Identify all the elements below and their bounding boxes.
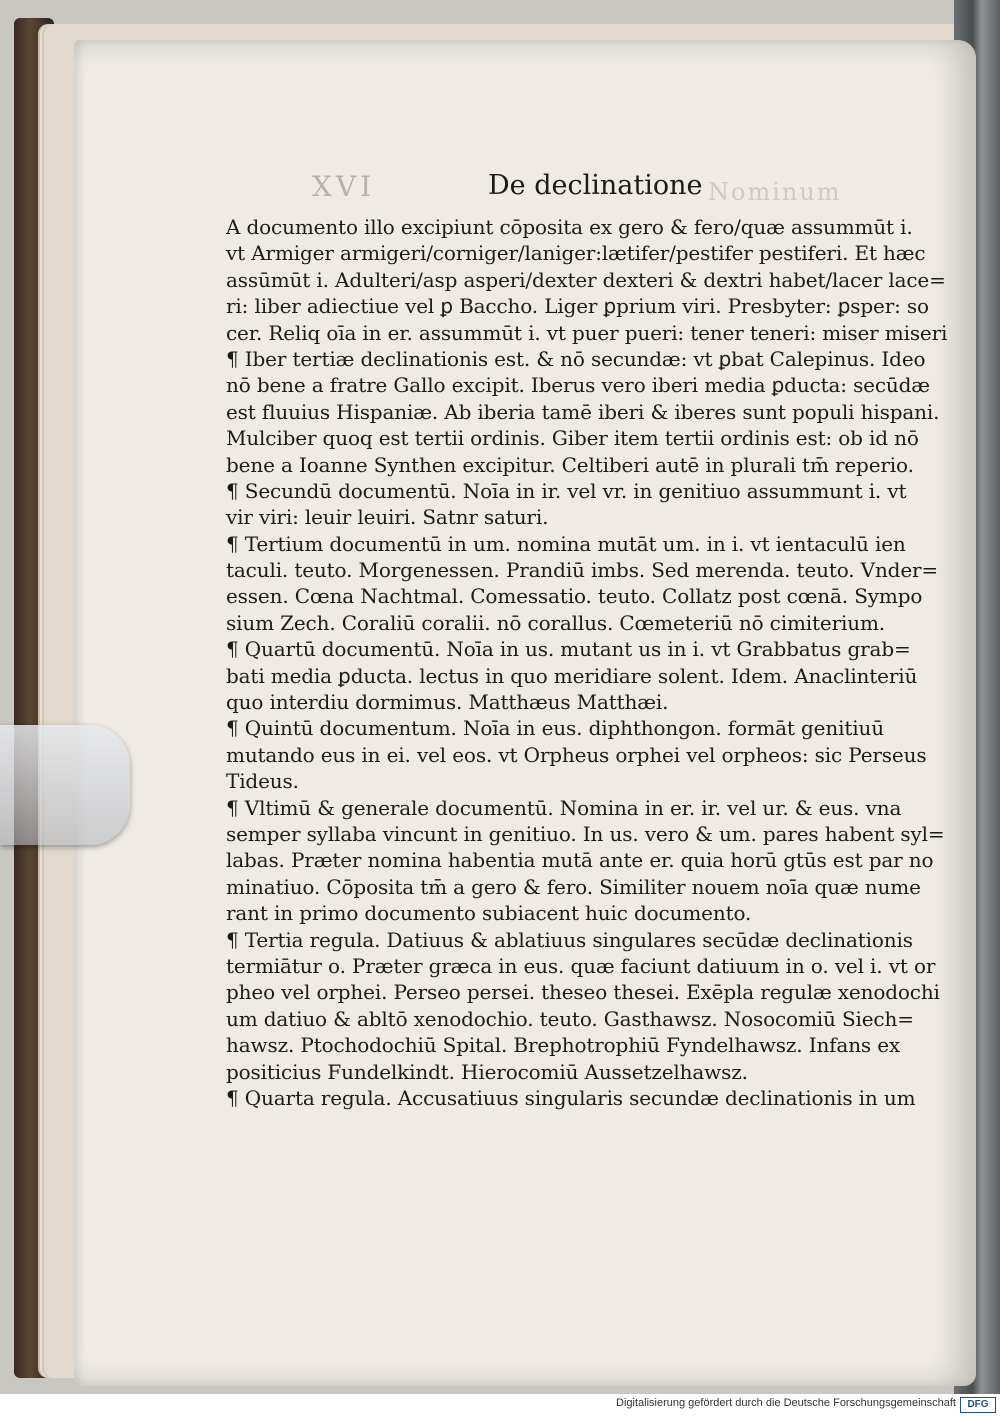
text-line: bene a Ioanne Synthen excipitur. Celtiberi autē in plurali tm̄ reperio.: [226, 452, 914, 477]
funding-credit: Digitalisierung gefördert durch die Deutsche Forschungsgemeinschaft: [616, 1397, 956, 1409]
text-line: quo interdiu dormimus. Matthæus Matthæi.: [226, 690, 669, 715]
text-line: taculi. teuto. Morgenessen. Prandiū imbs. Sed merenda. teuto. Vnder=: [226, 558, 939, 583]
text-line: assūmūt i. Adulteri/asp asperi/dexter dexteri & dextri habet/lacer lace=: [226, 267, 946, 292]
page-clip: [0, 725, 130, 845]
text-line: nō bene a fratre Gallo excipit. Iberus vero iberi media ꝑducta: secūdæ: [226, 373, 930, 398]
text-line: sium Zech. Coraliū coralii. nō corallus. Cœmeteriū nō cimiterium.: [226, 610, 886, 635]
text-line: ¶ Tertium documentū in um. nomina mutāt um. in i. vt ientaculū ien: [226, 531, 906, 556]
text-line: essen. Cœna Nachtmal. Comessatio. teuto. Collatz post cœnā. Sympo: [226, 584, 923, 609]
text-line: ¶ Secundū documentū. Noīa in ir. vel vr. in genitiuo assummunt i. vt: [226, 478, 907, 503]
text-line: mutando eus in ei. vel eos. vt Orpheus orphei vel orpheos: sic Perseus: [226, 742, 927, 767]
text-block: [226, 214, 948, 1111]
text-line: ¶ Iber tertiæ declinationis est. & nō secundæ: vt ꝑbat Calepinus. Ideo: [226, 346, 926, 371]
folio-number: XVI: [312, 170, 376, 203]
footer-bar: [0, 1394, 1000, 1416]
text-line: rant in primo documento subiacent huic documento.: [226, 901, 752, 926]
text-line: bati media ꝑducta. lectus in quo meridiare solent. Idem. Anaclinteriū: [226, 663, 918, 688]
text-line: cer. Reliq oīa in er. assummūt i. vt puer pueri: tener teneri: miser miseri: [226, 320, 948, 345]
text-line: semper syllaba vincunt in genitiuo. In us. vero & um. pares habent syl=: [226, 821, 945, 846]
text-line: ¶ Tertia regula. Datiuus & ablatiuus singulares secūdæ declinationis: [226, 927, 913, 952]
text-line: est fluuius Hispaniæ. Ab iberia tamē iberi & iberes sunt populi hispani.: [226, 399, 940, 424]
running-title: De declinatione: [488, 170, 703, 201]
text-line: labas. Præter nomina habentia mutā ante er. quia horū gtūs est par no: [226, 848, 934, 873]
dfg-logo: DFG: [960, 1397, 996, 1413]
text-line: ri: liber adiectiue vel ꝑ Baccho. Liger ꝑprium viri. Presbyter: ꝑsper: so: [226, 294, 929, 319]
text-line: vt Armiger armigeri/corniger/laniger:lætifer/pestifer pestiferi. Et hæc: [226, 241, 926, 266]
text-line: pheo vel orphei. Perseo persei. theseo thesei. Exēpla regulæ xenodochi: [226, 980, 940, 1005]
text-line: ¶ Vltimū & generale documentū. Nomina in er. ir. vel ur. & eus. vna: [226, 795, 902, 820]
text-line: A documento illo excipiunt cōposita ex gero & fero/quæ assummūt i.: [226, 215, 913, 239]
text-line: ¶ Quintū documentum. Noīa in eus. diphthongon. formāt genitiuū: [226, 716, 884, 741]
text-line: ¶ Quarta regula. Accusatiuus singularis secundæ declinationis in um: [226, 1085, 916, 1110]
text-line: hawsz. Ptochodochiū Spital. Brephotrophiū Fyndelhawsz. Infans ex: [226, 1033, 901, 1058]
text-line: ¶ Quartū documentū. Noīa in us. mutant us in i. vt Grabbatus grab=: [226, 637, 911, 662]
text-line: Tideus.: [226, 769, 299, 794]
page-header: [296, 170, 936, 210]
text-line: termiātur o. Præter græca in eus. quæ faciunt datiuum in o. vel i. vt or: [226, 953, 936, 978]
text-line: positicius Fundelkindt. Hierocomiū Aussetzelhawsz.: [226, 1059, 748, 1084]
text-line: vir viri: leuir leuiri. Satnr saturi.: [226, 505, 549, 530]
text-line: minatiuo. Cōposita tm̄ a gero & fero. Similiter nouem noīa quæ nume: [226, 874, 921, 899]
text-line: Mulciber quoq est tertii ordinis. Giber item tertii ordinis est: ob id nō: [226, 426, 919, 451]
text-line: um datiuo & abltō xenodochio. teuto. Gasthawsz. Nosocomiū Siech=: [226, 1006, 914, 1031]
showthrough-text: Nominum: [708, 178, 842, 206]
